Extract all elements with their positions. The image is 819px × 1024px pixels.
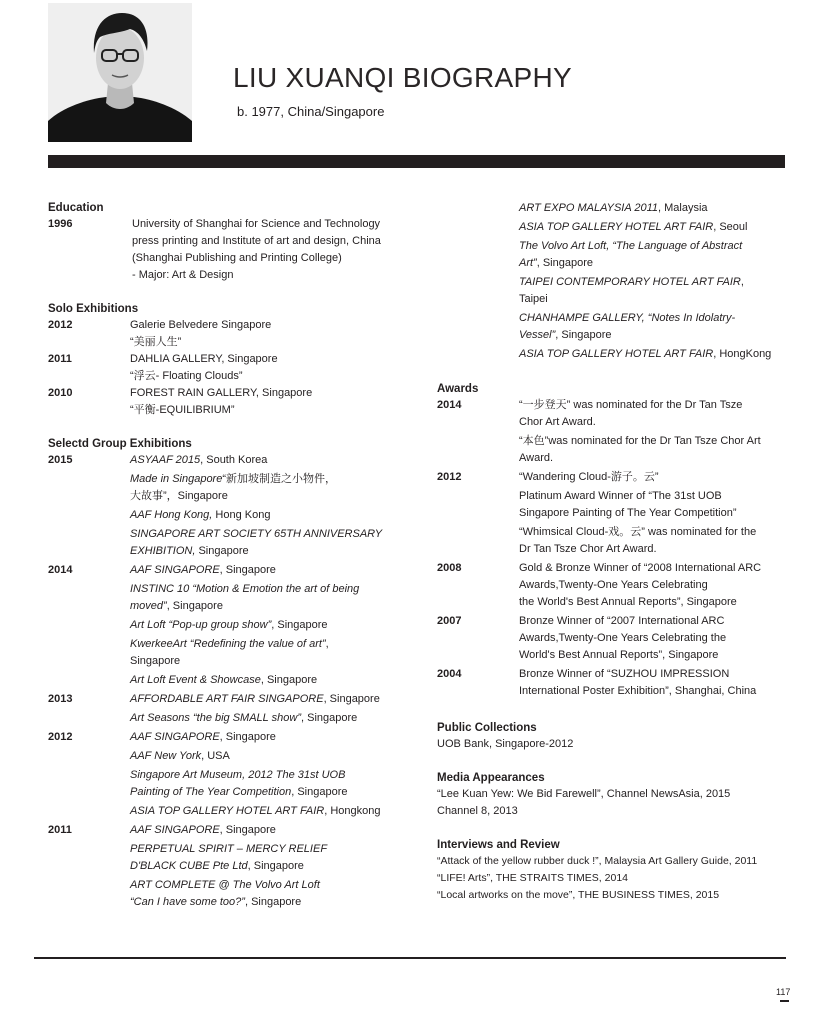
solo-year: 2010 xyxy=(48,387,73,399)
exhibition-item: ASYAAF 2015, South Korea xyxy=(130,454,268,466)
award-entry xyxy=(437,397,797,469)
media-item: Channel 8, 2013 xyxy=(437,805,518,817)
interviews-heading: Interviews and Review xyxy=(437,839,560,851)
exhibition-item: SINGAPORE ART SOCIETY 65TH ANNIVERSARY EXHIBITION, Singapore xyxy=(130,528,383,557)
media-item: “Lee Kuan Yew: We Bid Farewell”, Channel NewsAsia, 2015 xyxy=(437,788,731,800)
group-year: 2012 xyxy=(48,731,73,743)
solo-entry xyxy=(48,385,418,419)
group-heading: Selectd Group Exhibitions xyxy=(48,438,192,450)
solo-title: “美丽人生” xyxy=(130,336,182,348)
exhibition-item: AAF SINGAPORE, Singapore xyxy=(130,824,276,836)
solo-venue: DAHLIA GALLERY, Singapore xyxy=(130,353,278,365)
exhibition-item: AAF SINGAPORE, Singapore xyxy=(130,564,276,576)
exhibition-item: INSTINC 10 “Motion & Emotion the art of being moved”, Singapore xyxy=(130,583,360,612)
group-year-2013 xyxy=(48,691,418,729)
solo-title: “浮云- Floating Clouds” xyxy=(130,370,243,382)
award-item: Platinum Award Winner of “The 31st UOB Singapore Painting of The Year Competition” xyxy=(519,490,737,519)
exhibition-item: Singapore Art Museum, 2012 The 31st UOB Painting of The Year Competition, Singapore xyxy=(130,769,348,798)
page-number-underline xyxy=(780,1000,789,1002)
exhibition-item: ART EXPO MALAYSIA 2011, Malaysia xyxy=(519,202,708,214)
award-item: Bronze Winner of “SUZHOU IMPRESSION International Poster Exhibition”, Shanghai, China xyxy=(519,668,757,697)
exhibition-item: Art Seasons “the big SMALL show”, Singapore xyxy=(130,712,358,724)
interview-item: “Attack of the yellow rubber duck !”, Malaysia Art Gallery Guide, 2011 xyxy=(437,855,758,867)
exhibition-item: PERPETUAL SPIRIT – MERCY RELIEF xyxy=(130,843,328,855)
award-year: 2004 xyxy=(437,668,462,680)
page-number: 117 xyxy=(776,987,791,997)
exhibition-item: ASIA TOP GALLERY HOTEL ART FAIR, Hongkong xyxy=(130,805,381,817)
award-item: “一步登天” was nominated for the Dr Tan Tsze Chor Art Award. xyxy=(519,399,743,428)
exhibition-item: AAF New York, USA xyxy=(130,750,230,762)
birth-info: b. 1977, China/Singapore xyxy=(237,104,385,119)
exhibition-item: TAIPEI CONTEMPORARY HOTEL ART FAIR, Taipei xyxy=(519,276,744,305)
group-year-2012 xyxy=(48,729,418,822)
footer-rule xyxy=(34,957,786,959)
exhibition-item: AAF SINGAPORE, Singapore xyxy=(130,731,276,743)
award-year: 2008 xyxy=(437,562,462,574)
exhibition-item: AFFORDABLE ART FAIR SINGAPORE, Singapore xyxy=(130,693,380,705)
exhibition-item: Art Loft Event & Showcase, Singapore xyxy=(130,674,318,686)
awards-heading: Awards xyxy=(437,383,479,395)
right-column xyxy=(437,200,797,904)
group-2011-continued xyxy=(437,200,797,363)
award-item: “本色”was nominated for the Dr Tan Tsze Chor Art Award. xyxy=(519,435,761,464)
exhibition-item: ASIA TOP GALLERY HOTEL ART FAIR, HongKong xyxy=(519,348,772,360)
award-entry xyxy=(437,560,797,613)
interview-item: “Local artworks on the move”, THE BUSINESS TIMES, 2015 xyxy=(437,889,720,901)
education-year: 1996 xyxy=(48,218,73,230)
solo-entry xyxy=(48,317,418,351)
award-year: 2012 xyxy=(437,471,462,483)
collection-item: UOB Bank, Singapore-2012 xyxy=(437,738,574,750)
group-year-2014 xyxy=(48,562,418,691)
award-entry xyxy=(437,666,797,702)
solo-year: 2011 xyxy=(48,353,72,365)
exhibition-item: ASIA TOP GALLERY HOTEL ART FAIR, Seoul xyxy=(519,221,748,233)
exhibition-item: ART COMPLETE @ The Volvo Art Loft “Can I have some too?”, Singapore xyxy=(130,879,320,908)
education-line: University of Shanghai for Science and Technology xyxy=(132,218,381,230)
award-entry xyxy=(437,613,797,666)
solo-venue: Galerie Belvedere Singapore xyxy=(130,319,272,331)
solo-year: 2012 xyxy=(48,319,73,331)
education-heading: Education xyxy=(48,202,104,214)
group-year-2011 xyxy=(48,822,418,913)
group-year: 2015 xyxy=(48,454,73,466)
solo-venue: FOREST RAIN GALLERY, Singapore xyxy=(130,387,313,399)
interview-item: “LIFE! Arts”, THE STRAITS TIMES, 2014 xyxy=(437,872,628,884)
education-line: press printing and Institute of art and design, China xyxy=(132,235,381,247)
group-year: 2013 xyxy=(48,693,73,705)
exhibition-item: KwerkeeArt “Redefining the value of art”, Singapore xyxy=(130,638,329,667)
collections-heading: Public Collections xyxy=(437,722,537,734)
award-item: Gold & Bronze Winner of “2008 International ARC Awards,Twenty-One Years Celebrating the World's Best Annual Reports”, Singapore xyxy=(519,562,762,608)
media-heading: Media Appearances xyxy=(437,772,545,784)
education-line: (Shanghai Publishing and Printing College) xyxy=(132,252,342,264)
exhibition-item: CHANHAMPE GALLERY, “Notes In Idolatry- Vessel”, Singapore xyxy=(519,312,736,341)
exhibition-item: The Volvo Art Loft, “The Language of Abstract Art”, Singapore xyxy=(519,240,743,269)
solo-title: “平衡-EQUILIBRIUM” xyxy=(130,404,235,416)
solo-entry xyxy=(48,351,418,385)
left-column xyxy=(48,200,418,913)
exhibition-item: Art Loft “Pop-up group show”, Singapore xyxy=(130,619,328,631)
exhibition-item: AAF Hong Kong, Hong Kong xyxy=(130,509,271,521)
award-item: “Whimsical Cloud-戏。云” was nominated for the Dr Tan Tsze Chor Art Award. xyxy=(519,526,757,555)
education-line: - Major: Art & Design xyxy=(132,269,234,281)
award-entry xyxy=(437,469,797,560)
group-year-2015 xyxy=(48,452,418,562)
award-item: “Wandering Cloud-游子。云” xyxy=(519,471,659,483)
header-bar xyxy=(48,155,785,168)
group-year: 2014 xyxy=(48,564,73,576)
page-title: LIU XUANQI BIOGRAPHY xyxy=(233,62,572,93)
exhibition-item: D'BLACK CUBE Pte Ltd, Singapore xyxy=(130,860,304,872)
education-entry xyxy=(48,216,418,284)
award-year: 2014 xyxy=(437,399,462,411)
exhibition-item: Made in Singapore“新加坡制造之小物件， 大故事”，Singapore xyxy=(130,473,337,502)
artist-portrait xyxy=(48,3,192,142)
group-year: 2011 xyxy=(48,824,72,836)
award-item: Bronze Winner of “2007 International ARC Awards,Twenty-One Years Celebrating the World's Best Annual Reports”, Singapore xyxy=(519,615,727,661)
solo-heading: Solo Exhibitions xyxy=(48,303,139,315)
award-year: 2007 xyxy=(437,615,462,627)
portrait-image xyxy=(48,3,192,142)
